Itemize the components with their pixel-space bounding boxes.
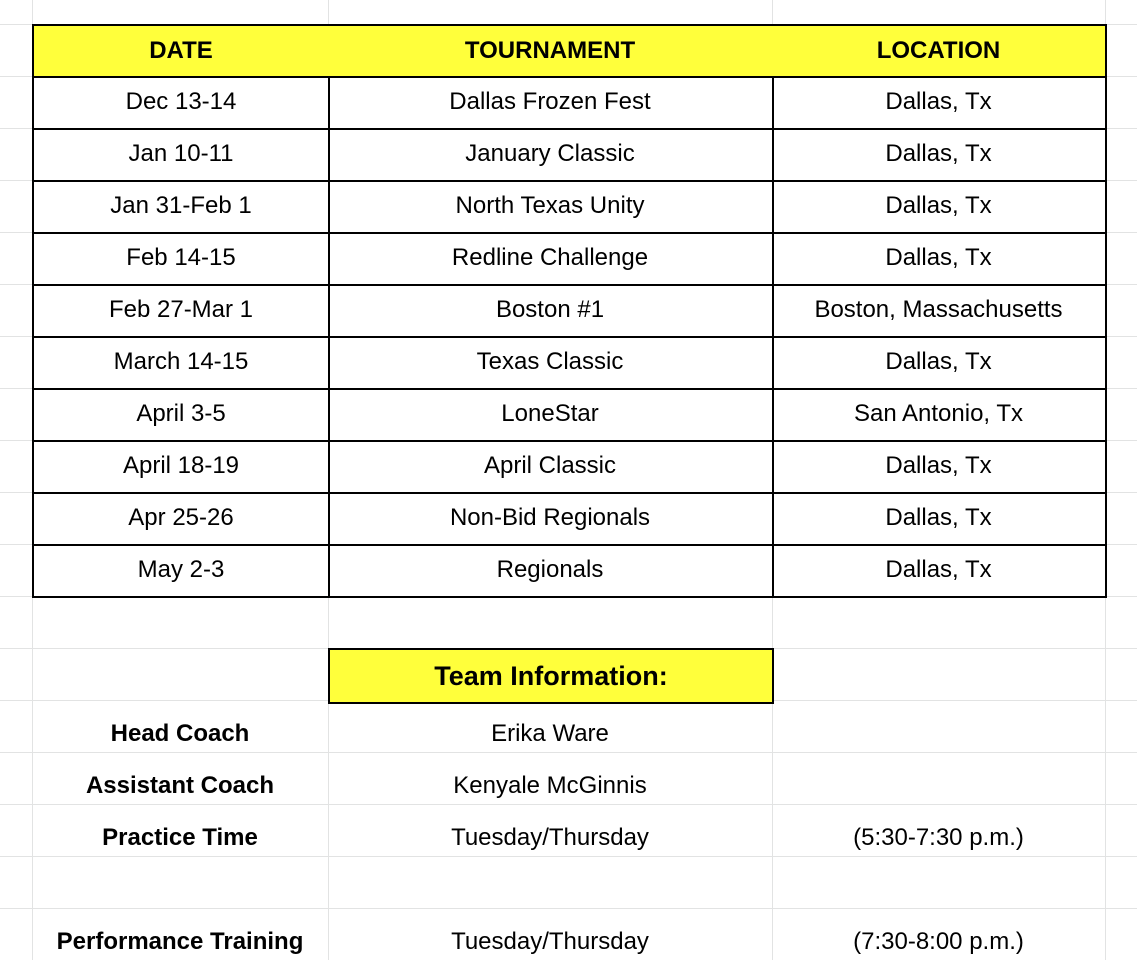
label-practice-time[interactable]: Practice Time (102, 824, 258, 851)
table-row-tournament[interactable]: April Classic (328, 440, 774, 494)
label-assistant-coach[interactable]: Assistant Coach (85, 772, 275, 799)
table-row-tournament[interactable]: Boston #1 (328, 284, 774, 338)
table-row-date[interactable]: Jan 31-Feb 1 (32, 180, 330, 234)
table-row-location[interactable]: Dallas, Tx (772, 180, 1107, 234)
table-row-tournament[interactable]: Dallas Frozen Fest (328, 76, 774, 130)
value-assistant-coach[interactable]: Kenyale McGinnis (453, 772, 647, 799)
table-row-location[interactable]: Boston, Massachusetts (772, 284, 1107, 338)
table-row-tournament[interactable]: North Texas Unity (328, 180, 774, 234)
value-training-days[interactable]: Tuesday/Thursday (451, 928, 649, 955)
value-practice-days[interactable]: Tuesday/Thursday (451, 824, 649, 851)
table-row-tournament[interactable]: Non-Bid Regionals (328, 492, 774, 546)
table-row-location[interactable]: Dallas, Tx (772, 336, 1107, 390)
value-practice-hours[interactable]: (5:30-7:30 p.m.) (853, 824, 1024, 851)
table-row-date[interactable]: Feb 27-Mar 1 (32, 284, 330, 338)
value-training-hours[interactable]: (7:30-8:00 p.m.) (853, 928, 1024, 955)
table-row-location[interactable]: Dallas, Tx (772, 440, 1107, 494)
table-row-date[interactable]: Jan 10-11 (32, 128, 330, 182)
header-date[interactable]: DATE (32, 24, 330, 78)
table-row-date[interactable]: May 2-3 (32, 544, 330, 598)
table-row-date[interactable]: April 3-5 (32, 388, 330, 442)
table-row-date[interactable]: Feb 14-15 (32, 232, 330, 286)
team-info-title[interactable]: Team Information: (328, 648, 774, 704)
table-row-date[interactable]: Apr 25-26 (32, 492, 330, 546)
table-row-tournament[interactable]: LoneStar (328, 388, 774, 442)
table-row-date[interactable]: April 18-19 (32, 440, 330, 494)
label-head-coach[interactable]: Head Coach (110, 720, 250, 747)
table-row-location[interactable]: Dallas, Tx (772, 492, 1107, 546)
header-tournament[interactable]: TOURNAMENT (328, 24, 774, 78)
table-row-tournament[interactable]: January Classic (328, 128, 774, 182)
table-row-location[interactable]: Dallas, Tx (772, 544, 1107, 598)
table-row-location[interactable]: Dallas, Tx (772, 76, 1107, 130)
table-row-tournament[interactable]: Redline Challenge (328, 232, 774, 286)
table-row-location[interactable]: Dallas, Tx (772, 128, 1107, 182)
value-head-coach[interactable]: Erika Ware (491, 720, 609, 747)
label-performance-training[interactable]: Performance Training (56, 928, 304, 955)
table-row-date[interactable]: March 14-15 (32, 336, 330, 390)
header-location[interactable]: LOCATION (772, 24, 1107, 78)
table-row-location[interactable]: San Antonio, Tx (772, 388, 1107, 442)
table-row-location[interactable]: Dallas, Tx (772, 232, 1107, 286)
table-row-date[interactable]: Dec 13-14 (32, 76, 330, 130)
table-row-tournament[interactable]: Regionals (328, 544, 774, 598)
table-row-tournament[interactable]: Texas Classic (328, 336, 774, 390)
